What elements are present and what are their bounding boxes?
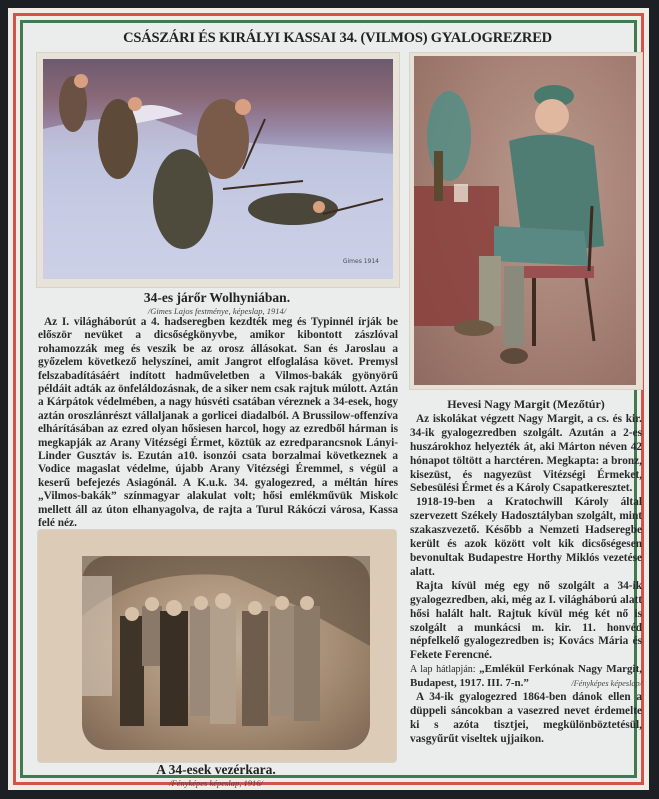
bio-paragraph-4: A 34-ik gyalogezred 1864-ben dánok ellen a düppeli sáncokban a vasezred nevet érdemelte ki s azóta tisztjei, megkülönböztetésül, vasgyűrűt viseltek ujjaikon. — [410, 691, 642, 745]
frame-mat — [8, 8, 649, 790]
postcard-back-note — [410, 663, 642, 691]
group-photo-caption-block — [37, 762, 395, 788]
painting-source: /Gimes Lajos festménye, képeslap, 1914/ — [147, 306, 287, 316]
bio-paragraph-2: 1918-19-ben a Kratochwill Károly által szervezett Székely Hadosztályban szolgált, mint szakaszvezető. Később a Nemzeti Hadseregbe került és azok között volt kik dicsőségesen bevonultak Budapestre Horthy Miklós vezetése alatt. — [410, 496, 642, 578]
note-source: /Fényképes képeslap/ — [571, 679, 642, 689]
group-photo-postcard — [37, 529, 397, 763]
painting-postcard — [36, 52, 400, 288]
portrait-photo — [409, 52, 643, 390]
group-photo-image — [82, 556, 370, 750]
bio-paragraph-1: Az iskolákat végzett Nagy Margit, a cs. és kir. 34-ik gyalogezredben szolgált. Azután a 2-es huszárokhoz helyezték át, aki Márton néven 42 hónapot töltött a harctéren. Megkapta: a bronz, kisezüst, és nagyezüst Vitézségi Érmeket, Sebesülési Érmet és a Károly Csapatkeresztet. — [410, 412, 642, 495]
note-quote: „Emlékül Ferkónak Nagy Margit, Budapest, 1917. III. 7-n.” — [410, 663, 642, 690]
painting-image — [43, 59, 393, 279]
portrait-caption: Hevesi Nagy Margit (Mezőtúr) — [447, 397, 605, 411]
painting-caption-block — [36, 290, 398, 316]
portrait-image — [414, 56, 636, 385]
bio-paragraph-3: Rajta kívül még egy nő szolgált a 34-ik gyalogezredben, aki, még az I. világháború alatt hősi halált halt. Rajtuk kívül még két nő is szolgált a munkácsi m. kir. 11. honvéd népfelkelő gyalogezredben is; Kovács Mária és Fekete Ferencné. — [410, 579, 642, 662]
group-photo-source: /Fényképes képeslap, 1916/ — [169, 778, 263, 788]
regiment-history-text: Az I. világháborút a 4. hadseregben kezdték meg és Typinnél írják be először nevüket a dicsőségkönyvbe, amikor kibontott zászlóval rohamozzák meg és veszik be az orosz állásokat. San és Jaroslau a győzelem következő helyszínei, amit Jangrot elfoglalása követ. Premysl felszabadításáért indított hadműveletben a Vilmos-bakák gyönyörű példáit adták az önfeláldozásnak, de a siker nem csak rajtuk múlott. Aztán a Kárpátok védelmében, a nagy húsvéti csatában véreznek a 34-esek, hogy aztán oroszlánrészt vállaljanak a gorlicei diadalból. A Brussilow-offenzíva elhárításában az ezred olyan hősiesen harcol, hogy az ezredből hárman is megkapják az Arany Vitézségi Érmet, köztük az ezredparancsnok Lányi-Linder Gusztáv is. Ezután a10. isonzói csata borzalmai következnek a Vodice magaslat védelme, újabb Arany Vitézségi Éremmel, s végül a keserű befejezés Asiagónál. A K.u.k. 34. gyalogezred, a méltán híres „Vilmos-bakák” színmagyar alakulat volt; hősi emlékművük Miskolc mellett áll az úton elhanyagolva, de rajta a Turul Rákóczi városa, Kassa felé néz. — [38, 316, 398, 530]
album-page — [24, 24, 651, 791]
note-prefix: A lap hátlapján: — [410, 664, 480, 676]
painting-signature: Gimes 1914 — [342, 258, 379, 265]
group-photo-caption: A 34-esek vezérkara. — [156, 762, 276, 777]
margit-biography — [410, 398, 642, 747]
painting-caption: 34-es járőr Wolhyniában. — [143, 290, 291, 305]
page-title: CSÁSZÁRI ÉS KIRÁLYI KASSAI 34. (VILMOS) GYALOGREZRED — [123, 30, 552, 46]
